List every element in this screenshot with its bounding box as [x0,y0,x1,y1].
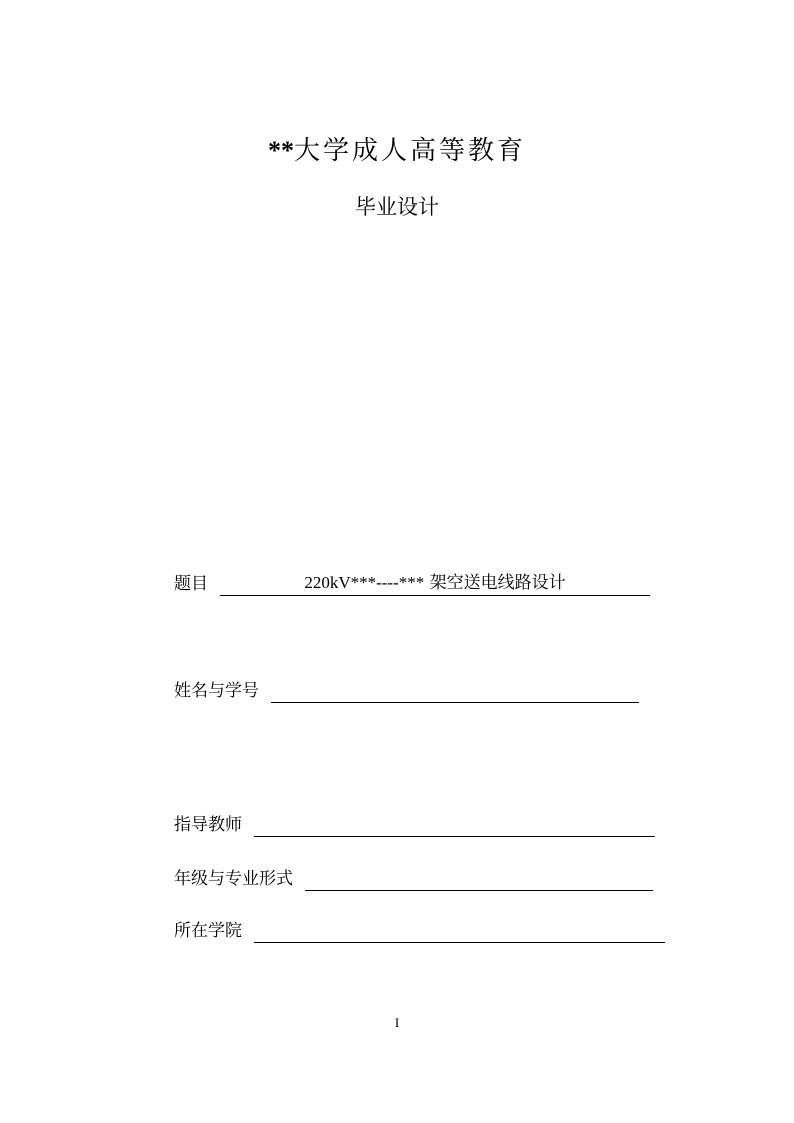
thesis-title-field [174,566,650,596]
college-line [254,918,665,943]
document-type: 毕业设计 [355,195,439,219]
thesis-title-line [220,571,650,596]
advisor-line [254,812,655,837]
name-id-label: 姓名与学号 [174,681,259,701]
grade-major-field [174,861,653,891]
grade-major-label: 年级与专业形式 [174,869,293,889]
thesis-title-value [304,571,565,595]
advisor-field [174,807,655,837]
school-title [0,133,794,169]
college-label: 所在学院 [174,921,242,941]
college-field [174,913,665,943]
name-id-line [271,678,639,703]
thesis-title-value-latin: 220kV***----*** [304,573,425,592]
grade-major-line [305,866,653,891]
advisor-label: 指导教师 [174,815,242,835]
thesis-title-value-cjk: 架空送电线路设计 [429,573,566,593]
thesis-title-label: 题目 [174,574,208,594]
name-id-field [174,673,639,703]
school-title-stars: ** [267,136,294,165]
page-number: I [394,1015,400,1030]
school-title-text: 大学成人高等教育 [293,136,526,166]
